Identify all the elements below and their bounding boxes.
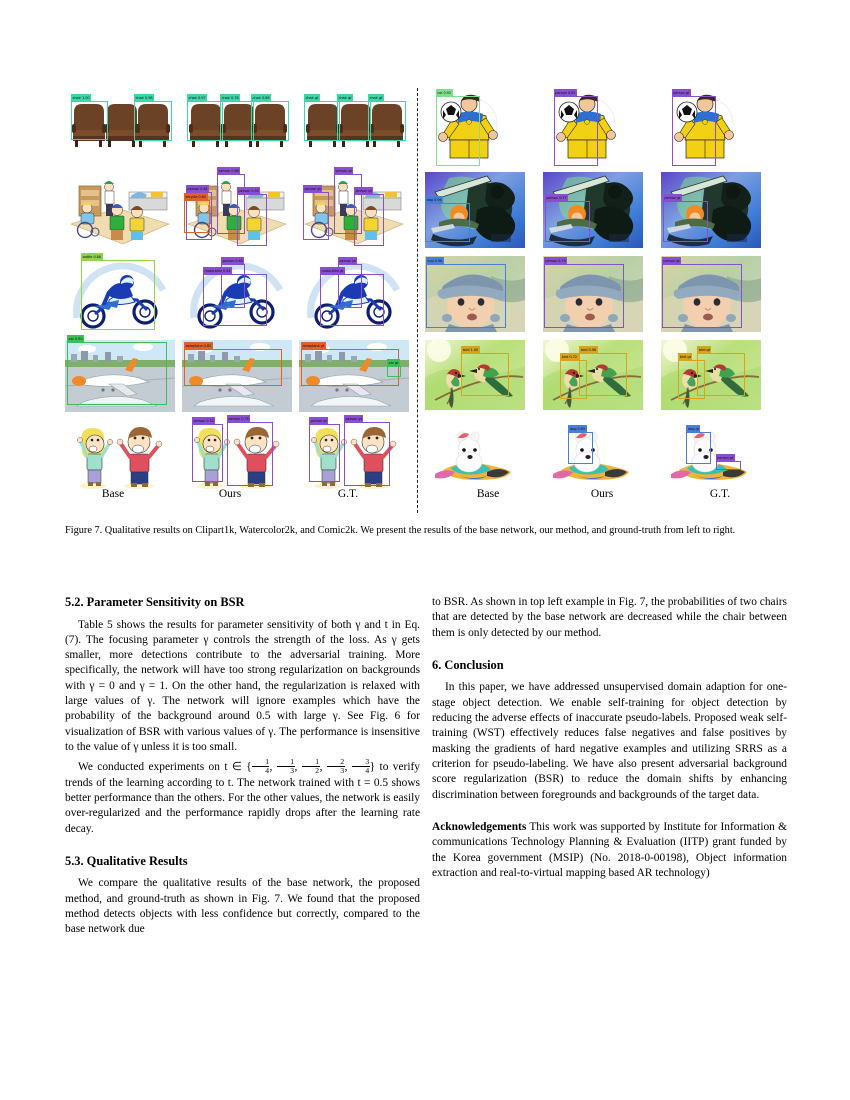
figure-row-airplane-airport <box>65 336 413 412</box>
figure-cell-left-chairs-gt <box>299 90 409 160</box>
detection-label: bird gt <box>698 347 710 352</box>
detection-box <box>461 347 508 396</box>
detection-label: person 0.78 <box>228 416 249 421</box>
figure-caption: Figure 7. Qualitative results on Clipart1k, Watercolor2k, and Comic2k. We present the results of the base network, our method, and ground-truth from left to right. <box>65 525 736 536</box>
detection-label: person gt <box>355 189 372 193</box>
detection-label: bird 0.98 <box>580 347 597 352</box>
detection-box <box>544 258 624 328</box>
detection-box <box>237 189 267 246</box>
figure-row-comic-dog <box>425 418 805 488</box>
detection-box <box>304 95 340 141</box>
ack-heading: Acknowledgements <box>432 821 527 834</box>
para-5-2-b-tail: } to verify trends of the learning according to t. The network trained with t = 0.5 shows better performance than the others. For the other values, the network is easily over-regularized and the performance rapidly drops after the learning rate decay. <box>65 761 420 835</box>
figure-cell-left-motorbike-rider-gt <box>299 256 409 334</box>
figure-cell-right-two-birds-gt <box>661 340 761 410</box>
detection-label: chair gt <box>338 95 352 100</box>
figure-column-caption-left-ours: Ours <box>218 488 242 500</box>
detection-box <box>251 95 289 141</box>
body-right-column <box>432 595 787 884</box>
figure-row-bedroom-children <box>65 169 413 250</box>
figure-cell-right-two-birds-ours <box>543 340 643 410</box>
detection-box <box>686 427 711 463</box>
figure-row-two-kids <box>65 418 413 494</box>
figure-cell-right-watercolor-baby-ours <box>543 256 643 332</box>
detection-box <box>425 198 470 242</box>
detection-label: car 0.92 <box>437 91 452 96</box>
figure-cell-right-two-birds-base <box>425 340 525 410</box>
detection-box <box>192 418 223 482</box>
figure-column-caption-left-gt: G.T. <box>337 488 359 500</box>
figure-cell-right-watercolor-baby-gt <box>661 256 761 332</box>
detection-label: chair 0.76 <box>221 95 239 100</box>
figure-cell-left-airplane-airport-base <box>65 336 175 412</box>
detection-box <box>134 95 172 141</box>
figure-column-caption-left-base: Base <box>101 488 125 500</box>
detection-label: chair 0.89 <box>252 95 270 100</box>
figure-cell-left-two-kids-gt <box>299 418 409 494</box>
detection-label: person gt <box>717 456 734 461</box>
detection-box <box>303 187 329 240</box>
figure-cell-left-bedroom-children-ours <box>182 169 292 250</box>
detection-box <box>320 269 384 326</box>
detection-label: bird 0.72 <box>561 354 577 359</box>
detection-box <box>387 360 401 377</box>
figure-cell-left-two-kids-ours <box>182 418 292 494</box>
t-value-set: $\frac{1}{4}$ , $\frac{1}{3}$ , $\frac{1}{2}$ , $\frac{2}{3}$ , $\frac{3}{4}$ <box>252 761 370 773</box>
body-left-column <box>65 595 420 941</box>
detection-label: bird gt <box>679 354 691 359</box>
figure-cell-left-bedroom-children-base <box>65 172 175 250</box>
detection-box <box>81 255 155 330</box>
figure-cell-right-comic-dog-base <box>425 418 525 488</box>
detection-box <box>368 95 406 141</box>
detection-box <box>220 95 254 141</box>
detection-label: person gt <box>673 91 690 96</box>
detection-label: cup 0.98 <box>427 258 443 263</box>
heading-5-2: 5.2. Parameter Sensitivity on BSR <box>65 595 245 609</box>
figure-row-two-birds <box>425 340 805 410</box>
detection-box <box>184 344 282 386</box>
detection-label: aeroplane 0.82 <box>185 344 212 349</box>
figure-column-captions <box>65 488 805 510</box>
paragraph-5-2-b <box>65 758 420 837</box>
detection-label: person gt <box>304 187 321 191</box>
detection-label: bottle 0.86 <box>82 255 102 259</box>
heading-5-3: 5.3. Qualitative Results <box>65 853 188 868</box>
detection-label: chair 0.98 <box>135 95 153 100</box>
detection-label: chair 1.00 <box>72 95 90 100</box>
detection-label: dog 0.94 <box>426 198 442 203</box>
fraction-1-2: $\frac{1}{2}$ <box>302 758 320 774</box>
detection-label: motorbike gt <box>321 269 344 273</box>
figure-row-watercolor-baby <box>425 256 805 332</box>
detection-label: person gt <box>339 259 356 263</box>
figure-cell-right-comic-swordsman-gt <box>661 172 761 248</box>
figure-cell-left-motorbike-rider-base <box>65 256 175 334</box>
detection-label: chair 0.97 <box>188 95 206 100</box>
figure-cell-right-soccer-player-ours <box>543 90 633 170</box>
detection-label: person gt <box>345 416 362 421</box>
detection-box <box>184 195 210 233</box>
fraction-1-4: $\frac{1}{4}$ <box>252 758 270 774</box>
detection-box <box>203 269 267 326</box>
paragraph-5-3: We compare the qualitative results of the base network, the proposed method, and ground-truth as shown in Fig. 7. We found that the proposed method detects objects with less confidence but correctly, compared to the base network due <box>65 877 420 936</box>
detection-label: dog gt <box>687 427 699 432</box>
detection-label: aeroplane gt <box>302 344 325 349</box>
detection-box <box>67 336 167 405</box>
detection-label: person 0.77 <box>546 196 567 201</box>
detection-box <box>301 344 399 386</box>
figure-cell-right-comic-swordsman-ours <box>543 172 643 248</box>
detection-box <box>426 258 506 328</box>
paragraph-6: In this paper, we have addressed unsupervised domain adaption for one-stage object detection. We enable self-training for object detection by reducing the adverse effects of inaccurate pseudo-labels. Proposed weak self-training (WST) effectively reduces false negatives and false positives by masking the gradients of hard negative examples and utilizing SRRS as a criterion for pseudo-labeling. We have also present adversarial background score regularization (BSR) to reduce the domain shifts by enhancing discrimination between foregrounds and backgrounds of the target data. <box>432 681 787 801</box>
figure-left-panel <box>65 88 413 523</box>
detection-box <box>672 91 716 166</box>
detection-label: chair gt <box>369 95 383 100</box>
figure-column-caption-right-base: Base <box>476 488 500 500</box>
para-5-2-b-head: We conducted experiments on <box>78 761 225 774</box>
detection-box <box>337 95 371 141</box>
figure-vertical-divider <box>417 88 418 513</box>
fraction-2-3: $\frac{2}{3}$ <box>327 758 345 774</box>
figure-row-chairs <box>65 90 413 160</box>
detection-box <box>187 95 223 141</box>
figure-cell-left-bedroom-children-gt <box>299 169 409 250</box>
figure-right-panel <box>425 88 805 523</box>
detection-box <box>663 196 708 242</box>
figure-cell-right-soccer-player-base <box>425 90 515 170</box>
detection-box <box>71 95 108 140</box>
detection-box <box>560 354 586 399</box>
figure-column-caption-right-gt: G.T. <box>709 488 731 500</box>
fraction-3-4: $\frac{3}{4}$ <box>352 758 370 774</box>
figure-row-comic-swordsman <box>425 172 805 248</box>
detection-label: bicycle 0.61 <box>185 195 207 199</box>
figure-cell-left-airplane-airport-ours <box>182 340 292 412</box>
detection-label: person 0.70 <box>545 258 566 263</box>
figure-row-motorbike-rider <box>65 256 413 334</box>
detection-box <box>554 91 598 166</box>
detection-box <box>662 258 742 328</box>
figure-7 <box>65 88 805 523</box>
detection-label: person gt <box>310 418 327 423</box>
detection-label: dog 0.65 <box>569 427 586 432</box>
detection-box <box>436 91 480 166</box>
ack-body: This work was supported by Institute for Information & communications Technology Planning & Evaluation (IITP) grant funded by the Korea government (MSIP) (No. 2018-0-00198), Object information extraction and real-to-virtual mapping based AR technology) <box>432 821 787 880</box>
detection-label: person gt <box>335 169 352 173</box>
figure-cell-right-comic-swordsman-base <box>425 172 525 248</box>
detection-label: person 0.68 <box>218 169 239 173</box>
figure-cell-left-chairs-base <box>65 90 175 160</box>
figure-cell-right-watercolor-baby-base <box>425 256 525 332</box>
detection-label: person 0.52 <box>193 418 214 423</box>
detection-label: person 0.52 <box>238 189 259 193</box>
figure-row-soccer-player <box>425 90 805 170</box>
figure-cell-left-chairs-ours <box>182 90 292 160</box>
detection-label: person gt <box>663 258 680 263</box>
detection-box <box>545 196 590 242</box>
detection-label: person 0.61 <box>555 91 576 96</box>
paragraph-continued: to BSR. As shown in top left example in Fig. 7, the probabilities of two chairs that are detected by the base network are decreased while the chair between them is only detected by our method. <box>432 596 787 639</box>
figure-cell-left-two-kids-base <box>65 418 175 494</box>
paragraph-5-2-a: Table 5 shows the results for parameter sensitivity of both γ and t in Eq. (7). The focusing parameter γ controls the strength of the loss. As γ gets smaller, more detections contribute to the adversarial training. More specifically, the network will have too strong regularization on backgrounds with γ = 0 and γ = 1. On the other hand, the regularization is relaxed with large values of γ. The network will ignore examples which have the probability of the background around 0.5 with large γ. See Fig. 6 for visualization of BSR with various values of γ. The performance is insensitive to the value of γ unless it is too small. <box>65 618 420 754</box>
detection-box <box>678 354 704 399</box>
detection-box <box>227 416 273 486</box>
figure-cell-right-comic-dog-gt <box>661 418 761 488</box>
t-set-open: t ∈ { <box>224 761 252 774</box>
heading-6: 6. Conclusion <box>432 657 504 672</box>
figure-cell-right-comic-dog-ours <box>543 418 643 488</box>
figure-cell-right-soccer-player-gt <box>661 90 751 170</box>
detection-box <box>354 189 384 246</box>
detection-label: person gt <box>664 196 681 201</box>
detection-box <box>568 427 593 463</box>
figure-cell-left-airplane-airport-gt <box>299 340 409 412</box>
detection-label: bird 1.00 <box>462 347 479 352</box>
detection-box <box>309 418 340 482</box>
figure-cell-left-motorbike-rider-ours <box>182 256 292 334</box>
detection-label: chair gt <box>305 95 319 100</box>
detection-label: car gt <box>388 360 399 365</box>
detection-box <box>716 456 741 470</box>
paragraph-acknowledgements <box>432 820 787 881</box>
figure-column-caption-right-ours: Ours <box>590 488 614 500</box>
detection-label: person 0.61 <box>187 187 208 191</box>
detection-label: person 0.60 <box>222 259 243 263</box>
detection-label: car 0.92 <box>68 336 83 341</box>
detection-label: motorbike 0.54 <box>204 269 231 273</box>
fraction-1-3: $\frac{1}{3}$ <box>277 758 295 774</box>
detection-box <box>344 416 390 486</box>
